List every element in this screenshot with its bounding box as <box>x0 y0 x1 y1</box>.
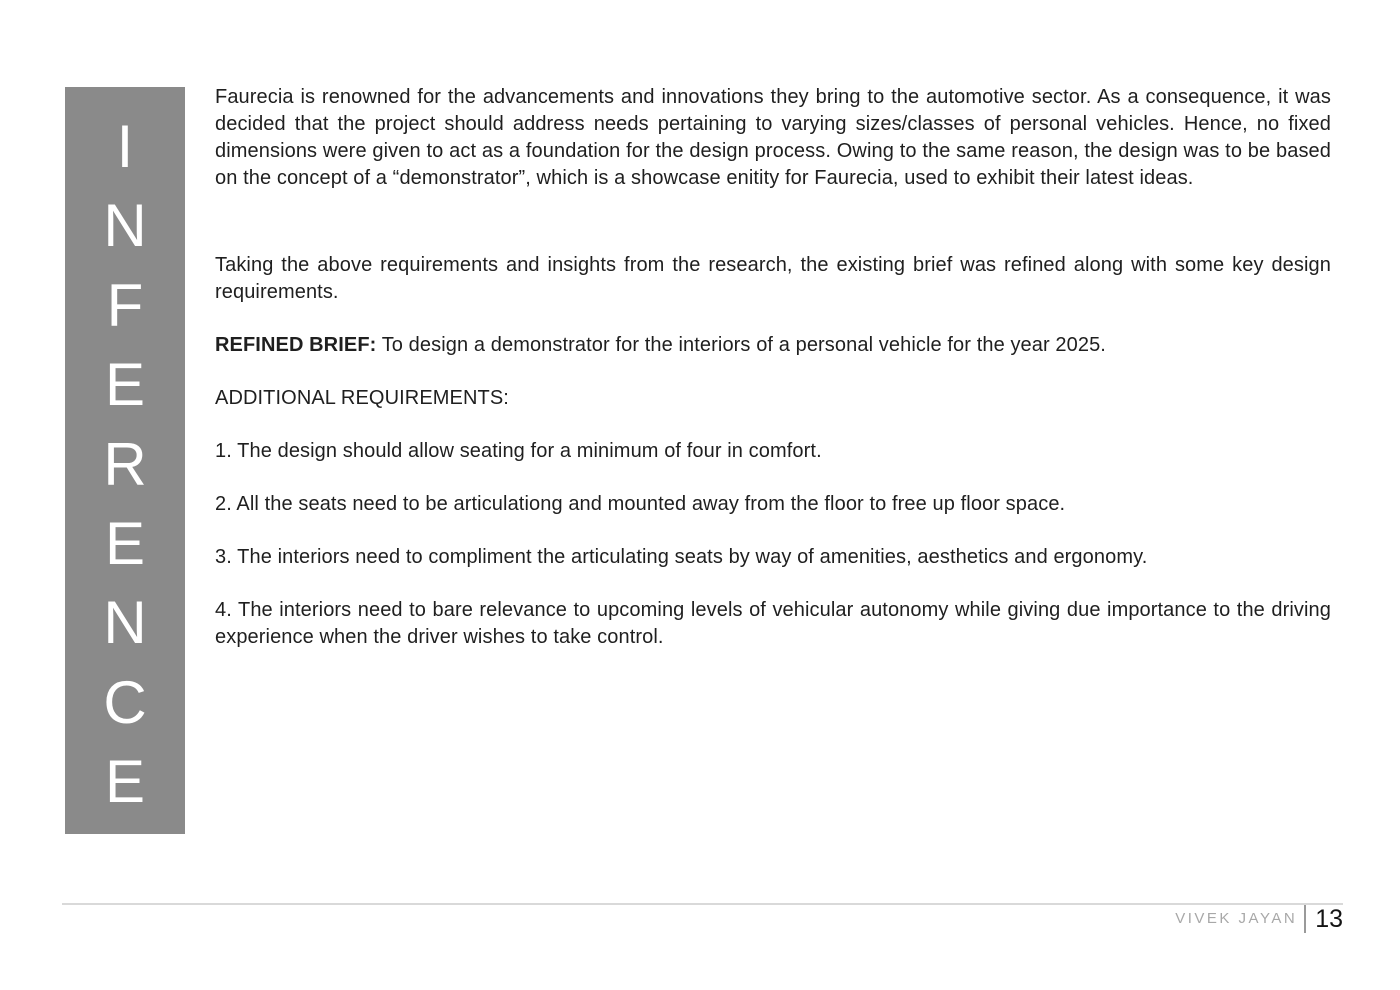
requirement-item: 3. The interiors need to compliment the articulating seats by way of amenities, aesthetics and ergonomy. <box>215 546 1148 568</box>
intro-paragraph: Faurecia is renowned for the advancements and innovations they bring to the automotive sector. As a consequence, it was decided that the project should address needs pertaining to varying sizes/classes of personal vehicles. Hence, no fixed dimensions were given to act as a foundation for the design process. Owing to the same reason, the design was to be based on the concept of a “demonstrator”, which is a showcase enitity for Faurecia, used to exhibit their latest ideas. <box>215 86 1331 189</box>
footer-divider <box>1304 905 1306 933</box>
banner-letter: E <box>104 351 146 419</box>
footer <box>1175 905 1343 933</box>
research-paragraph: Taking the above requirements and insights from the research, the existing brief was refined along with some key design requirements. <box>215 254 1331 303</box>
main-text-column <box>215 84 1331 677</box>
banner-letter: R <box>103 430 147 498</box>
banner-letter: E <box>104 748 146 815</box>
footer-rule <box>62 903 1343 905</box>
banner-letter: N <box>103 192 147 260</box>
footer-author: VIVEK JAYAN <box>1175 910 1298 927</box>
banner-letter: E <box>104 509 146 577</box>
refined-brief-label: REFINED BRIEF: <box>215 334 377 356</box>
requirement-item: 2. All the seats need to be articulationg and mounted away from the floor to free up floor space. <box>215 493 1066 515</box>
additional-requirements-heading: ADDITIONAL REQUIREMENTS: <box>215 387 509 409</box>
inference-section-banner <box>65 87 185 834</box>
banner-letter: I <box>116 113 134 180</box>
banner-letter: C <box>103 668 147 736</box>
requirement-item: 1. The design should allow seating for a minimum of four in comfort. <box>215 440 822 462</box>
banner-letter: F <box>106 271 144 339</box>
refined-brief <box>215 332 1331 359</box>
refined-brief-text: To design a demonstrator for the interiors of a personal vehicle for the year 2025. <box>381 334 1106 356</box>
banner-letter: N <box>103 589 147 657</box>
page-number: 13 <box>1315 905 1343 933</box>
requirement-item: 4. The interiors need to bare relevance to upcoming levels of vehicular autonomy while giving due importance to the driving experience when the driver wishes to take control. <box>215 599 1331 648</box>
